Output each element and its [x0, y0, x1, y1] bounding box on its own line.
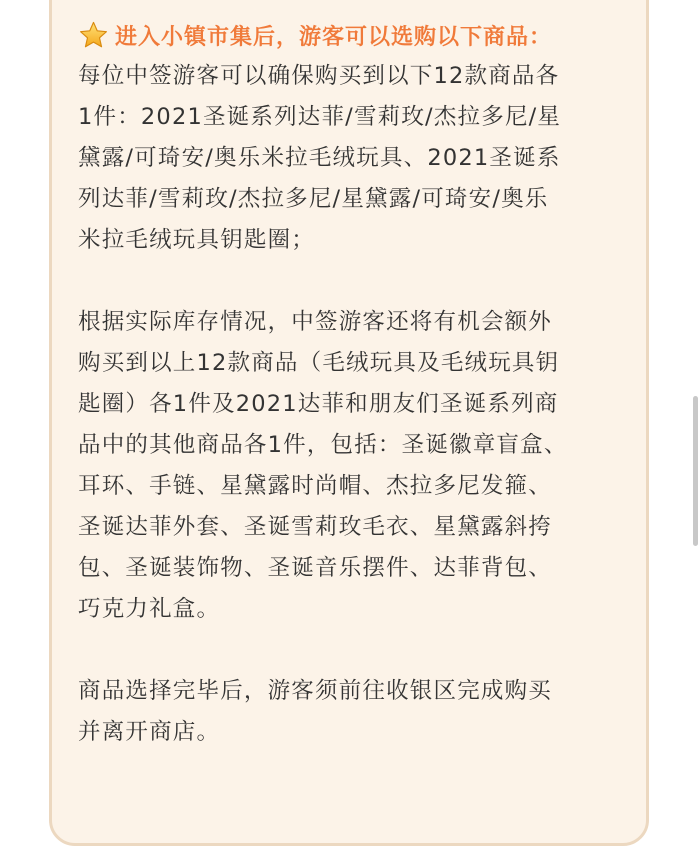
text-line: 匙圈）各1件及2021达菲和朋友们圣诞系列商 [78, 391, 559, 417]
text-line: 根据实际库存情况，中签游客还将有机会额外 [78, 309, 553, 335]
text-line: 圣诞达菲外套、圣诞雪莉玫毛衣、星黛露斜挎 [78, 514, 553, 540]
text-line: 商品选择完毕后，游客须前往收银区完成购买 [78, 678, 553, 704]
star-icon [78, 20, 109, 51]
heading-text: 进入小镇市集后，游客可以选购以下商品： [115, 24, 553, 50]
text-line: 购买到以上12款商品（毛绒玩具及毛绒玩具钥 [78, 350, 560, 376]
text-line: 米拉毛绒玩具钥匙圈； [78, 227, 316, 253]
text-line: 包、圣诞装饰物、圣诞音乐摆件、达菲背包、 [78, 555, 553, 581]
text-line: 列达菲/雪莉玫/杰拉多尼/星黛露/可琦安/奥乐 [78, 186, 549, 212]
paragraph-spacer [78, 261, 638, 302]
paragraph-checkout [78, 671, 638, 753]
scrollbar[interactable] [693, 396, 698, 546]
section-heading [78, 16, 638, 54]
paragraph-spacer [78, 630, 638, 671]
article-content [78, 16, 638, 753]
text-line: 耳环、手链、星黛露时尚帽、杰拉多尼发箍、 [78, 473, 553, 499]
paragraph-guaranteed-items [78, 56, 638, 261]
text-line: 巧克力礼盒。 [78, 596, 221, 622]
text-line: 并离开商店。 [78, 719, 221, 745]
text-line: 1件：2021圣诞系列达菲/雪莉玫/杰拉多尼/星 [78, 104, 562, 130]
paragraph-extra-items [78, 302, 638, 630]
text-line: 黛露/可琦安/奥乐米拉毛绒玩具、2021圣诞系 [78, 145, 561, 171]
text-line: 品中的其他商品各1件，包括：圣诞徽章盲盒、 [78, 432, 568, 458]
text-line: 每位中签游客可以确保购买到以下12款商品各 [78, 63, 560, 89]
